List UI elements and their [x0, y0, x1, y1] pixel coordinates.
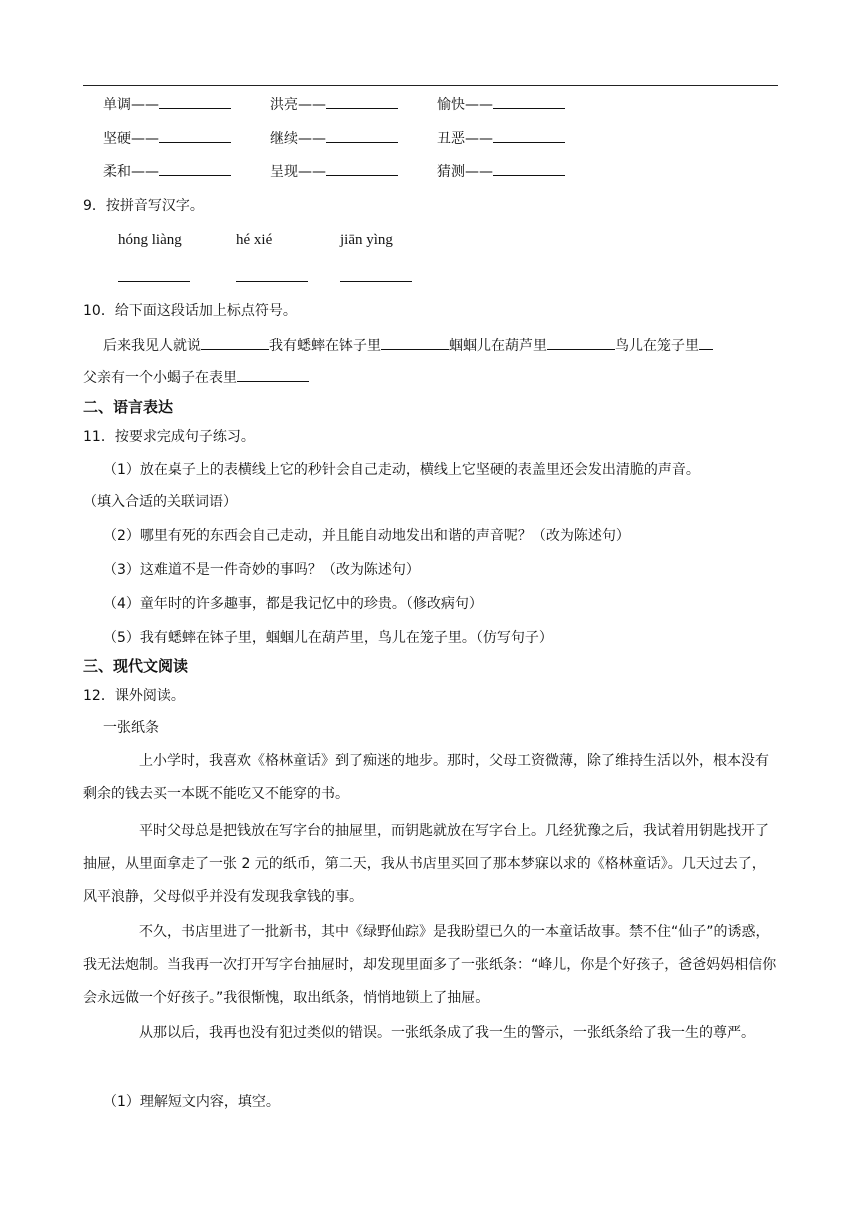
answer-blank[interactable] [699, 335, 713, 350]
answer-blank[interactable] [340, 281, 412, 282]
antonym-item: 呈现—— [270, 161, 398, 182]
question-11-item-1: （1）放在桌子上的表横线上它的秒针会自己走动，横线上它坚硬的表盖里还会发出清脆的声音。 [103, 462, 700, 478]
story-paragraph: 从那以后，我再也没有犯过类似的错误。一张纸条成了我一生的警示，一张纸条给了我一生的尊严。 [139, 1025, 755, 1041]
answer-blank[interactable] [493, 128, 565, 143]
antonym-item: 坚硬—— [103, 128, 231, 149]
answer-blank[interactable] [236, 281, 308, 282]
answer-blank[interactable] [326, 161, 398, 176]
antonym-item: 愉快—— [437, 94, 565, 115]
question-11-item-3: （3）这难道不是一件奇妙的事吗？（改为陈述句） [103, 562, 420, 578]
answer-blank[interactable] [547, 335, 615, 350]
pinyin-3: jiān yìng [340, 232, 393, 248]
antonym-item: 洪亮—— [270, 94, 398, 115]
answer-blank[interactable] [118, 281, 190, 282]
story-paragraph: 平时父母总是把钱放在写字台的抽屉里，而钥匙就放在写字台上。几经犹豫之后，我试着用钥匙找开了抽屉，从里面拿走了一张 2 元的纸币，第二天，我从书店里买回了那本梦寐以求的《格林童话》。几天过去了，风平浪静，父母似乎并没有发现我拿钱的事。 [83, 823, 769, 905]
antonym-item: 猜测—— [437, 161, 565, 182]
pinyin-1: hóng liàng [118, 232, 182, 248]
answer-blank[interactable] [493, 94, 565, 109]
answer-blank[interactable] [159, 94, 231, 109]
question-11-item-4: （4）童年时的许多趣事，都是我记忆中的珍贵。（修改病句） [103, 596, 483, 612]
header-rule [83, 85, 778, 86]
answer-blank[interactable] [237, 367, 309, 382]
question-10-line-1: 后来我见人就说 我有蟋蟀在钵子里 蝈蝈儿在葫芦里 鸟儿在笼子里 [103, 335, 713, 356]
story-title: 一张纸条 [103, 720, 159, 736]
story-paragraph: 上小学时，我喜欢《格林童话》到了痴迷的地步。那时，父母工资微薄，除了维持生活以外，根本没有剩余的钱去买一本既不能吃又不能穿的书。 [83, 753, 769, 802]
question-11-item-1-note: （填入合适的关联词语） [83, 494, 237, 510]
question-12-sub-1: （1）理解短文内容，填空。 [103, 1094, 280, 1110]
answer-blank[interactable] [326, 94, 398, 109]
answer-blank[interactable] [159, 128, 231, 143]
question-9-title: 9．按拼音写汉字。 [83, 198, 204, 214]
story-paragraph: 不久，书店里进了一批新书，其中《绿野仙踪》是我盼望已久的一本童话故事。禁不住“仙子”的诱惑，我无法炮制。当我再一次打开写字台抽屉时，却发现里面多了一张纸条：“峰儿，你是个好孩子，爸爸妈妈相信你会永远做一个好孩子。”我很惭愧，取出纸条，悄悄地锁上了抽屉。 [83, 924, 777, 1006]
section-heading: 三、现代文阅读 [83, 657, 189, 675]
question-10-line-2: 父亲有一个小蝎子在表里 [83, 367, 309, 388]
answer-blank[interactable] [159, 161, 231, 176]
pinyin-2: hé xié [236, 232, 273, 248]
answer-blank[interactable] [381, 335, 449, 350]
antonym-item: 继续—— [270, 128, 398, 149]
question-12-title: 12．课外阅读。 [83, 688, 185, 704]
answer-blank[interactable] [326, 128, 398, 143]
antonym-item: 柔和—— [103, 161, 231, 182]
question-11-item-5: （5）我有蟋蟀在钵子里，蝈蝈儿在葫芦里，鸟儿在笼子里。（仿写句子） [103, 630, 553, 646]
question-11-item-2: （2）哪里有死的东西会自己走动，并且能自动地发出和谐的声音呢？（改为陈述句） [103, 528, 630, 544]
antonym-item: 单调—— [103, 94, 231, 115]
answer-blank[interactable] [201, 335, 269, 350]
section-heading: 二、语言表达 [83, 398, 174, 416]
question-10-title: 10．给下面这段话加上标点符号。 [83, 303, 297, 319]
antonym-item: 丑恶—— [437, 128, 565, 149]
answer-blank[interactable] [493, 161, 565, 176]
question-11-title: 11．按要求完成句子练习。 [83, 429, 255, 445]
